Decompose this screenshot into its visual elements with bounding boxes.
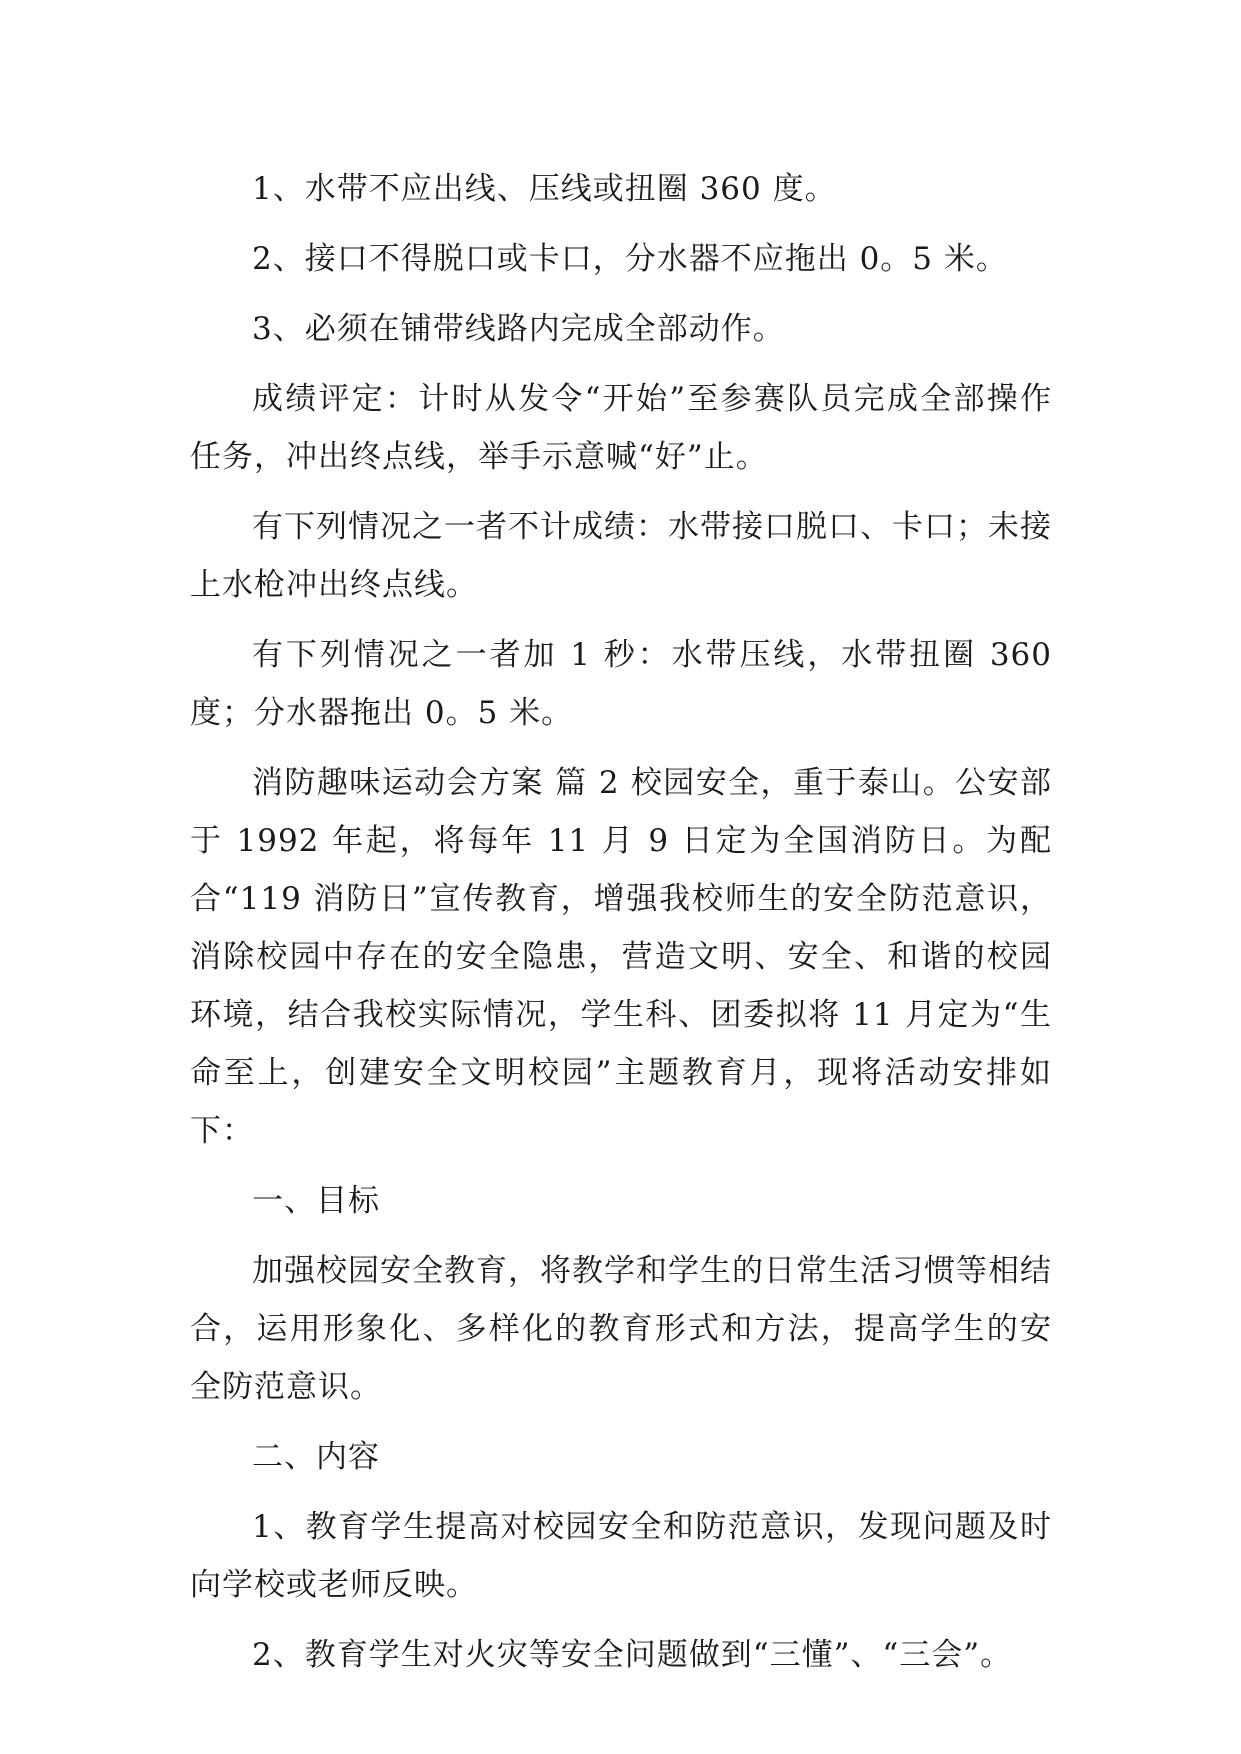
rule-item-3: 3、必须在铺带线路内完成全部动作。 [252,311,785,347]
section-heading-content: 二、内容 [252,1439,380,1475]
penalty-paragraph: 有下列情况之一者加 1 秒：水带压线，水带扭圈 360 度；分水器拖出 0。5 米。 [190,637,1052,731]
content-item-2: 2、教育学生对火灾等安全问题做到“三懂”、“三会”。 [252,1637,1013,1673]
disqualification-paragraph: 有下列情况之一者不计成绩：水带接口脱口、卡口；未接上水枪冲出终点线。 [190,509,1052,603]
scoring-paragraph: 成绩评定：计时从发令“开始”至参赛队员完成全部操作任务，冲出终点线，举手示意喊“好”止。 [190,381,1052,475]
goal-paragraph: 加强校园安全教育，将教学和学生的日常生活习惯等相结合，运用形象化、多样化的教育形式和方法，提高学生的安全防范意识。 [190,1253,1052,1405]
content-item-1: 1、教育学生提高对校园安全和防范意识，发现问题及时向学校或老师反映。 [190,1509,1052,1603]
document-page [190,160,1052,1696]
rule-item-1: 1、水带不应出线、压线或扭圈 360 度。 [252,171,837,207]
rule-item-2: 2、接口不得脱口或卡口，分水器不应拖出 0。5 米。 [252,241,1008,277]
plan-intro-paragraph: 消防趣味运动会方案 篇 2 校园安全，重于泰山。公安部于 1992 年起，将每年 11 月 9 日定为全国消防日。为配合“119 消防日”宣传教育，增强我校师生的安全防范意识，消除校园中存在的安全隐患，营造文明、安全、和谐的校园环境，结合我校实际情况，学生科、团委拟将 11 月定为“生命至上，创建安全文明校园”主题教育月，现将活动安排如下： [190,765,1052,1149]
section-heading-goal: 一、目标 [252,1183,380,1219]
